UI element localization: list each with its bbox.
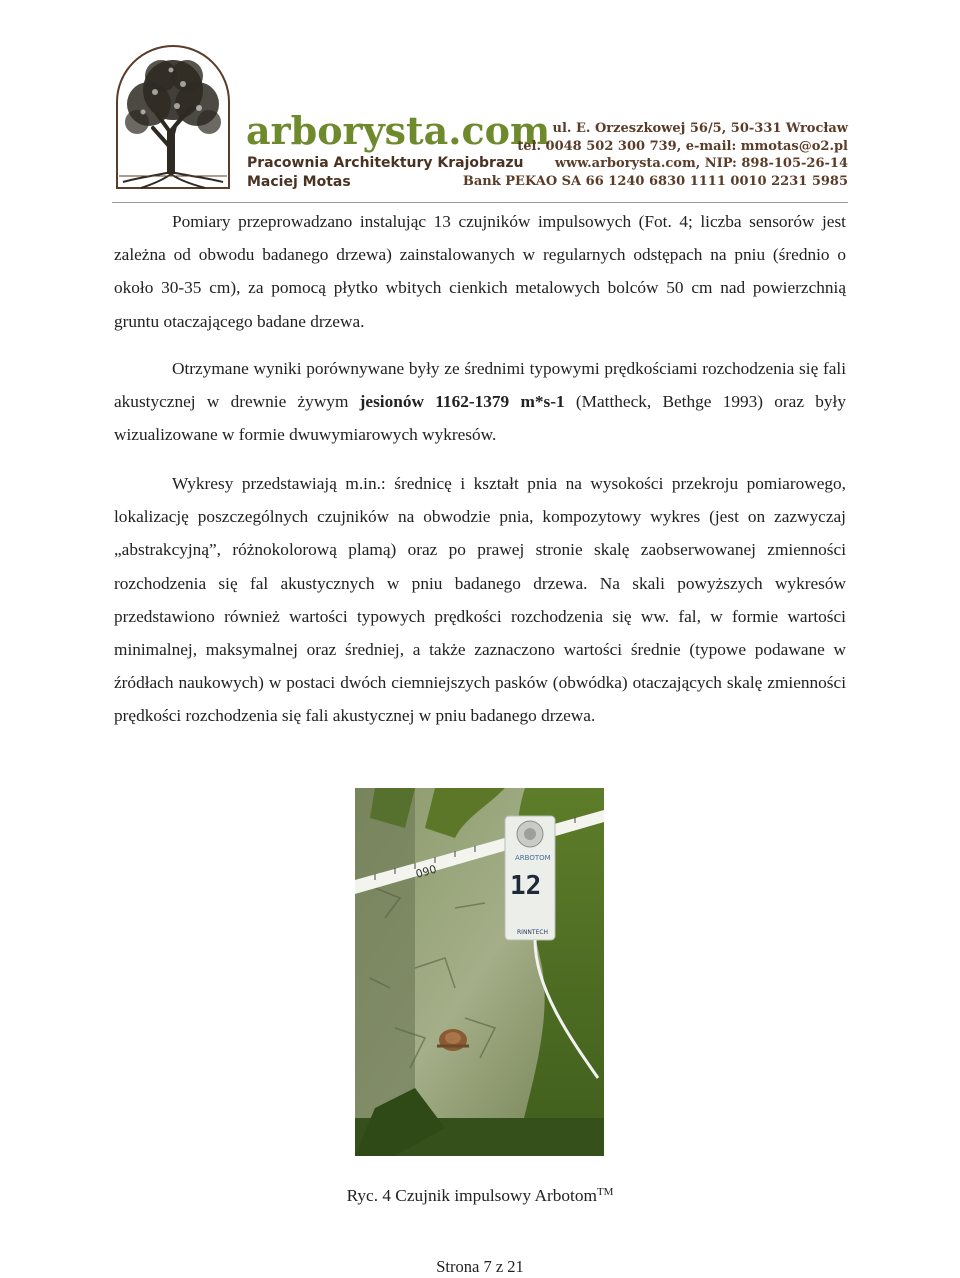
caption-text: Ryc. 4 Czujnik impulsowy Arbotom (346, 1186, 597, 1205)
ash-velocity-value: jesionów 1162-1379 m*s-1 (359, 392, 565, 412)
contact-web-nip: www.arborysta.com, NIP: 898-105-26-14 (554, 156, 848, 171)
page-number: Strona 7 z 21 (436, 1257, 524, 1276)
tree-logo-icon (113, 42, 233, 190)
arbotom-sensor-photo (355, 788, 604, 1156)
contact-block (463, 120, 848, 190)
paragraph-results (114, 352, 846, 452)
sensor-number: 12 (510, 871, 542, 901)
paragraph-sensors (114, 205, 846, 338)
brand-owner: Maciej Motas (247, 174, 351, 190)
paragraph-charts-text: Wykresy przedstawiają m.in.: średnicę i kształt pnia na wysokości przekroju pomiarowego, lokalizację poszczególnych czujników na obwodzie pnia, kompozytowy wykres (jest on zazwyczaj „abstrakcyjną”, różnokolorową plamą) oraz po prawej stronie skalę zaobserwowanej zmienności rozchodzenia się fal akustycznych w pniu badanego drzewa. Na skali powyższych wykresów przedstawiono również wartości typowych prędkości rozchodzenia się ww. fal, w formie wartości minimalnej, maksymalnej oraz średniej, a także zaznaczono wartości średnie (typowe podawane w źródłach naukowych) w postaci dwóch ciemniejszych pasków (obwódka) otaczających skalę zmienności prędkości rozchodzenia się fali akustycznej w pniu badanego drzewa. (114, 474, 846, 726)
sensor-brand: ARBOTOM (515, 854, 551, 862)
trademark-mark: TM (596, 1186, 614, 1198)
brand-name: arborysta.com (246, 108, 551, 153)
sensor-maker: RINNTECH (517, 929, 549, 936)
contact-phone-email: tel. 0048 502 300 739, e-mail: mmotas@o2.pl (517, 138, 848, 154)
contact-address: ul. E. Orzeszkowej 56/5, 50-331 Wrocław (552, 121, 848, 136)
paragraph-charts (114, 467, 846, 733)
header-divider (112, 202, 848, 203)
letterhead (0, 0, 960, 200)
figure-caption (0, 1186, 960, 1206)
tape-mark: 090 (414, 862, 439, 881)
paragraph-sensors-text: Pomiary przeprowadzano instalując 13 czujników impulsowych (Fot. 4; liczba sensorów jest zależna od obwodu badanego drzewa) zainstalowanych w regularnych odstępach na pniu (średnio o około 30-35 cm), za pomocą płytko wbitych cienkich metalowych bolców 50 cm nad powierzchnią gruntu otaczającego badane drzewa. (114, 212, 846, 331)
brand-subtitle: Pracownia Architektury Krajobrazu (247, 155, 524, 171)
paragraph-results-text: Otrzymane wyniki porównywane były ze średnimi typowymi prędkościami rozchodzenia się fali akustycznej w drewnie żywym (114, 359, 846, 412)
paragraph-results-tail: (Mattheck, Bethge 1993) oraz były wizualizowane w formie dwuwymiarowych wykresów. (114, 392, 847, 445)
contact-bank: Bank PEKAO SA 66 1240 6830 1111 0010 2231 5985 (462, 173, 848, 189)
